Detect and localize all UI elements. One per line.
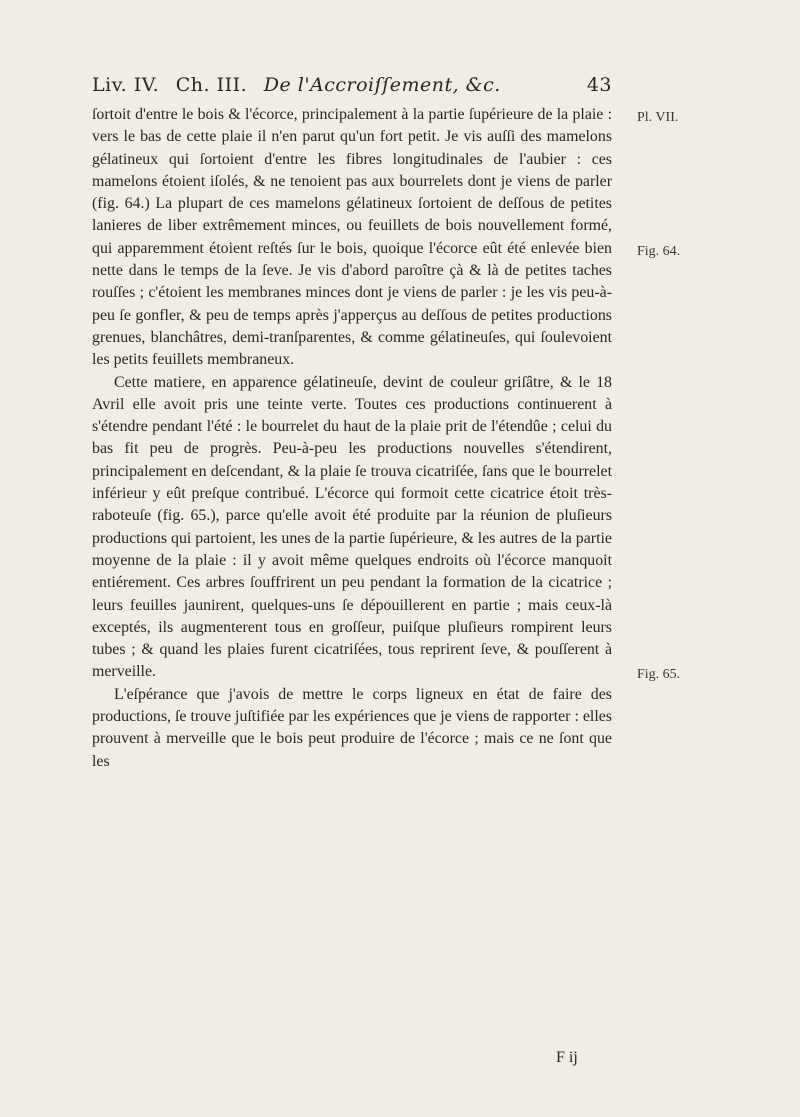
- signature-mark: F ij: [556, 1049, 578, 1066]
- margin-note-plate: Pl. VII.: [637, 110, 679, 125]
- paragraph-1: ſortoit d'entre le bois & l'écorce, principalement à la partie ſupérieure de la plaie : vers le bas de cette plaie il n'en parut qu'un fort petit. Je vis auſſi des mamelons gélatineux qui ſortoient d'entre les fibres longitudinales de l'aubier : ces mamelons étoient iſolés, & ne tenoient pas aux bourrelets dont je viens de parler (fig. 64.) La plupart de ces mamelons gélatineux ſortoient de deſſous de petites lanieres de liber extrêmement minces, ou feuillets de bois nouvellement formé, qui apparemment étoient reſtés ſur le bois, quoique l'écorce eût été enlevée bien nette dans le temps de la ſeve. Je vis d'abord paroître çà & là de petites taches rouſſes ; c'étoient les membranes minces dont je viens de parler : je les vis peu-à-peu ſe gonfler, & peu de temps après j'apperçus au deſſous de petites productions grenues, blanchâtres, demi-tranſparentes, & comme gélatineuſes, qui ſoulevoient les petits feuillets membraneux.: [92, 106, 612, 369]
- paragraph-3: L'eſpérance que j'avois de mettre le corps ligneux en état de faire des productions, ſe trouve juſtifiée par les expériences que je viens de rapporter : elles prouvent à merveille que le bois peut produire de l'écorce ; mais ce ne ſont que les: [92, 685, 612, 770]
- page-number: 43: [586, 74, 612, 96]
- main-text: [92, 104, 612, 773]
- margin-note-fig-65: Fig. 65.: [637, 667, 681, 682]
- margin-note-fig-64: Fig. 64.: [637, 244, 681, 259]
- chapter-title: De l'Accroiſſement, &c.: [263, 74, 501, 96]
- paragraph-2: Cette matiere, en apparence gélatineuſe, devint de couleur griſâtre, & le 18 Avril elle avoit pris une teinte verte. Toutes ces productions continuerent à s'étendre pendant l'été : le bourrelet du haut de la plaie prit de l'étendûe ; celui du bas fit peu de progrès. Peu-à-peu les productions nouvelles s'étendirent, principalement en deſcendant, & la plaie ſe trouva cicatriſée, ſans que le bourrelet inférieur y eût preſque contribué. L'écorce qui formoit cette cicatrice étoit très-raboteuſe (fig. 65.), parce qu'elle avoit été produite par la réunion de pluſieurs productions qui partoient, les unes de la partie ſupérieure, & les autres de la partie moyenne de la plaie : il y avoit même quelques endroits où l'écorce manquoit entiérement. Ces arbres ſouffrirent un peu pendant la formation de la cicatrice ; leurs feuilles jaunirent, quelques-uns ſe dépouillerent en partie ; mais ceux-là exceptés, ils augmenterent tous en groſſeur, puiſque pluſieurs rompirent leurs tubes ; & quand les plaies furent cicatriſées, tous reprirent ſeve, & pouſſerent à merveille.: [92, 373, 612, 681]
- running-header: [92, 74, 612, 100]
- chapter-number: Ch. III.: [175, 74, 248, 96]
- book-number: Liv. IV.: [92, 74, 160, 96]
